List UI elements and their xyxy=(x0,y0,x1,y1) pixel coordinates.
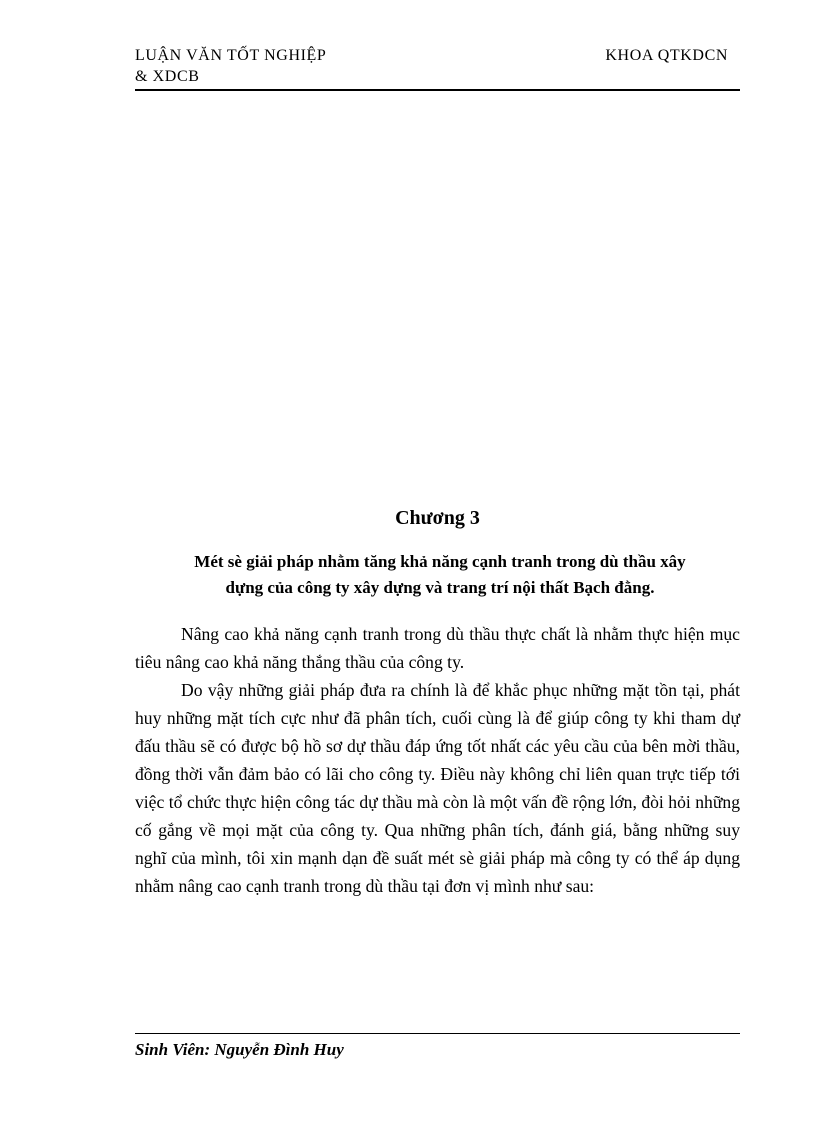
paragraph-solutions: Do vậy những giải pháp đưa ra chính là để khắc phục những mặt tồn tại, phát huy những mặt tích cực như đã phân tích, cuối cùng là để giúp công ty khi tham dự đấu thầu sẽ có được bộ hồ sơ dự thầu đáp ứng tốt nhất các yêu cầu của bên mời thầu, đồng thời vẫn đảm bảo có lãi cho công ty. Điều này không chỉ liên quan trực tiếp tới việc tổ chức thực hiện công tác dự thầu mà còn là một vấn đề rộng lớn, đòi hỏi những cố gắng về mọi mặt của công ty. Qua những phân tích, đánh giá, bằng những suy nghĩ của mình, tôi xin mạnh dạn đề suất mét sè giải pháp mà công ty có thể áp dụng nhằm nâng cao cạnh tranh trong dù thầu tại đơn vị mình như sau: xyxy=(135,680,740,896)
header-thesis-title xyxy=(135,45,326,87)
chapter-title: Chương 3 xyxy=(395,507,480,529)
paragraph-intro: Nâng cao khả năng cạnh tranh trong dù thầu thực chất là nhằm thực hiện mục tiêu nâng cao khả năng thắng thầu của công ty. xyxy=(135,624,740,672)
footer-author: Sinh Viên: Nguyễn Đình Huy xyxy=(135,1040,344,1059)
header-thesis-line2: & XDCB xyxy=(135,68,200,85)
footer-divider xyxy=(135,1033,740,1034)
chapter-subtitle-line1: Mét sè giải pháp nhằm tăng khả năng cạnh tranh trong dù thầu xây xyxy=(194,552,686,571)
chapter-subtitle-line2: dựng của công ty xây dựng và trang trí nội thất Bạch đằng. xyxy=(225,578,655,597)
body-text xyxy=(135,620,740,900)
chapter-subtitle xyxy=(150,549,730,601)
header-thesis-line1: LUẬN VĂN TỐT NGHIỆP xyxy=(135,47,327,64)
header-faculty: KHOA QTKDCN xyxy=(605,47,728,64)
page-header xyxy=(135,45,740,91)
